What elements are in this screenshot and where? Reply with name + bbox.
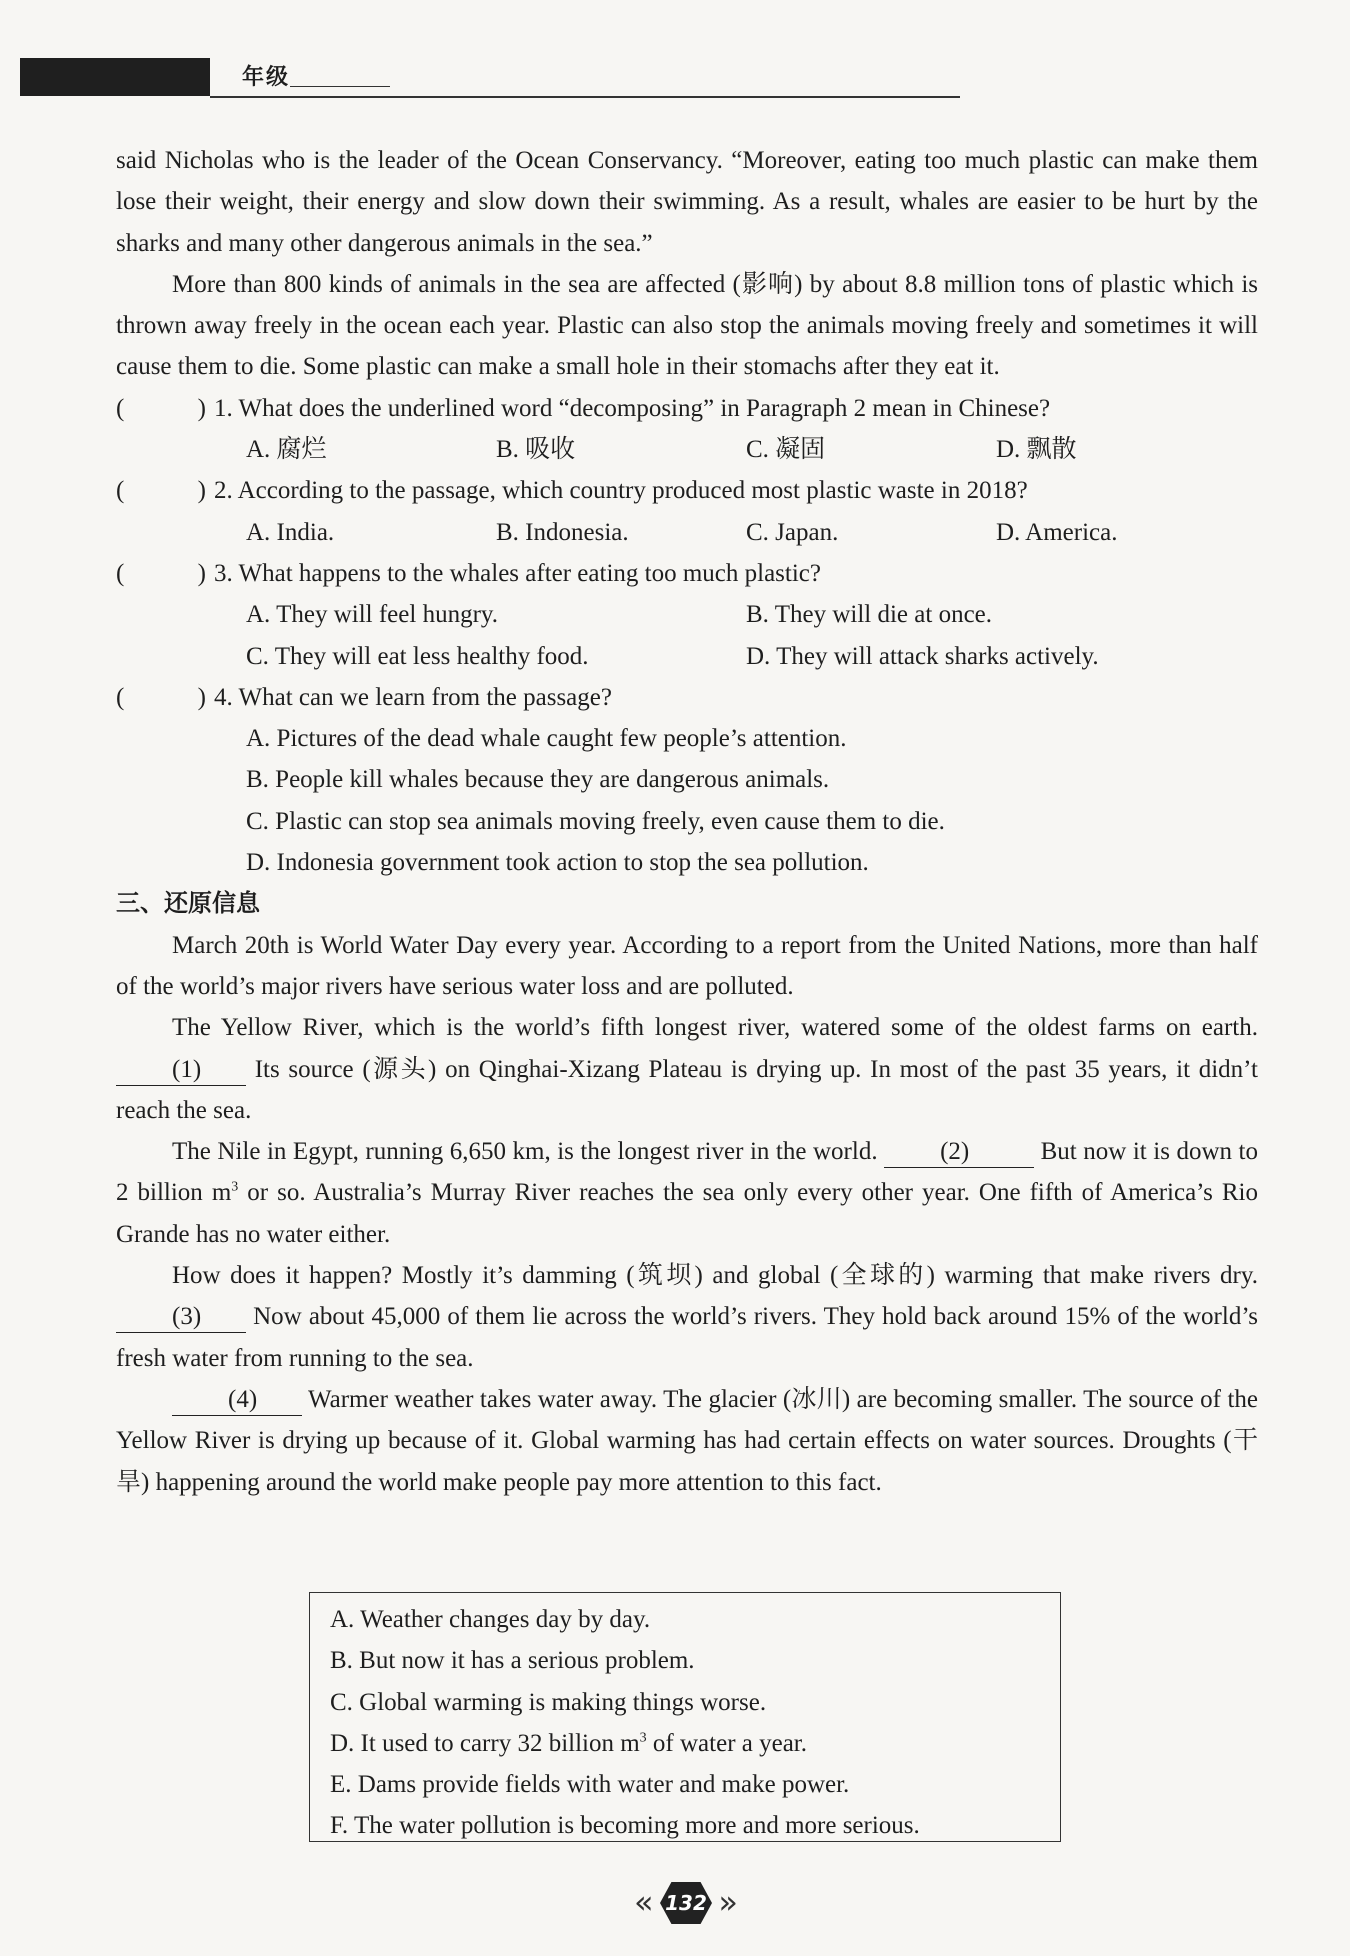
- answer-blank-2[interactable]: (2): [884, 1137, 1034, 1168]
- answer-blank-3[interactable]: (3): [116, 1302, 246, 1333]
- option: D. Indonesia government took action to stop the sea pollution.: [246, 849, 869, 877]
- question-2-options: [246, 512, 1258, 553]
- answer-paren[interactable]: ( ): [116, 394, 206, 422]
- box-option-c: C. Global warming is making things worse.: [330, 1688, 767, 1716]
- question-1: [116, 388, 1258, 429]
- section3-paragraph-4: How does it happen? Mostly it’s damming (筑坝) and global (全球的) warming that make rivers dry. (3) Now about 45,000 of them lie across the world’s rivers. They hold back around 15% of the world’s fresh water from running to the sea.: [116, 1262, 1258, 1372]
- passage-paragraph-1: said Nicholas who is the leader of the Ocean Conservancy. “Moreover, eating too much plastic can make them lose their weight, their energy and slow down their swimming. As a result, whales are easier to be hurt by the sharks and many other dangerous animals in the sea.”: [116, 147, 1258, 257]
- question-stem: 4. What can we learn from the passage?: [214, 683, 612, 711]
- grade-label: 年级: [242, 65, 291, 90]
- question-stem: 2. According to the passage, which country produced most plastic waste in 2018?: [214, 477, 1028, 505]
- page-number-badge: [634, 1880, 738, 1926]
- section3-paragraph-5: (4) Warmer weather takes water away. The glacier (冰川) are becoming smaller. The source of the Yellow River is drying up because of it. Global warming has had certain effects on water sources. Droughts (干旱) happening around the world make people pay more attention to this fact.: [116, 1385, 1258, 1496]
- answer-paren[interactable]: ( ): [116, 683, 206, 711]
- option: C. They will eat less healthy food.: [246, 642, 589, 670]
- answer-paren[interactable]: ( ): [116, 477, 206, 505]
- answer-blank-1[interactable]: (1): [116, 1055, 246, 1086]
- option: B. People kill whales because they are dangerous animals.: [246, 766, 830, 794]
- option: B. Indonesia.: [496, 518, 629, 546]
- question-3-options-row-1: [246, 594, 1258, 635]
- double-chevron-right-icon: »: [718, 1883, 738, 1921]
- option: B. 吸收: [496, 436, 576, 464]
- option: C. Japan.: [746, 518, 839, 546]
- box-option-e: E. Dams provide fields with water and make power.: [330, 1771, 850, 1799]
- question-stem: 3. What happens to the whales after eating too much plastic?: [214, 559, 821, 587]
- box-option-f: F. The water pollution is becoming more and more serious.: [330, 1812, 920, 1840]
- option: D. 飘散: [996, 436, 1077, 464]
- option: A. India.: [246, 518, 335, 546]
- question-3: [116, 553, 1258, 594]
- answer-paren[interactable]: ( ): [116, 559, 206, 587]
- option: C. 凝固: [746, 436, 826, 464]
- section-title: 三、还原信息: [116, 889, 260, 918]
- header-bar: [20, 58, 210, 96]
- double-chevron-left-icon: «: [634, 1883, 654, 1921]
- option: A. Pictures of the dead whale caught few people’s attention.: [246, 725, 847, 753]
- page-header: [20, 58, 960, 98]
- option: D. They will attack sharks actively.: [746, 642, 1099, 670]
- box-option-b: B. But now it has a serious problem.: [330, 1647, 695, 1675]
- question-1-options: [246, 429, 1258, 470]
- passage-paragraph-2: More than 800 kinds of animals in the sea are affected (影响) by about 8.8 million tons of plastic which is thrown away freely in the ocean each year. Plastic can also stop the animals moving freely and sometimes it will cause them to die. Some plastic can make a small hole in their stomachs after they eat it.: [116, 270, 1258, 381]
- page-number: 132: [665, 1891, 707, 1915]
- option: C. Plastic can stop sea animals moving freely, even cause them to die.: [246, 807, 945, 835]
- option: A. 腐烂: [246, 436, 327, 464]
- question-2: [116, 470, 1258, 511]
- question-4: [116, 677, 1258, 718]
- options-box: [309, 1592, 1061, 1842]
- option: A. They will feel hungry.: [246, 601, 499, 629]
- section3-paragraph-3: The Nile in Egypt, running 6,650 km, is the longest river in the world. (2) But now it is down to 2 billion $m^3$ or so. Australia’s Murray River reaches the sea only every other year. One fifth of America’s Rio Grande has no water either.: [116, 1138, 1259, 1248]
- option: B. They will die at once.: [746, 601, 993, 629]
- header-rule: [210, 96, 960, 98]
- option: D. America.: [996, 518, 1118, 546]
- question-stem: 1. What does the underlined word “decomposing” in Paragraph 2 mean in Chinese?: [214, 394, 1051, 422]
- page-content: [116, 140, 1258, 1503]
- box-option-a: A. Weather changes day by day.: [330, 1606, 651, 1633]
- section3-paragraph-1: March 20th is World Water Day every year. According to a report from the United Nations, more than half of the world’s major rivers have serious water loss and are polluted.: [116, 931, 1258, 1000]
- box-option-d: D. It used to carry 32 billion $m^3$ of water a year.: [330, 1729, 807, 1757]
- question-3-options-row-2: [246, 636, 1258, 677]
- grade-blank[interactable]: [290, 86, 390, 87]
- section3-paragraph-2: The Yellow River, which is the world’s fifth longest river, watered some of the oldest farms on earth. (1) Its source (源头) on Qinghai-Xizang Plateau is drying up. In most of the past 35 years, it didn’t reach the sea.: [116, 1014, 1258, 1124]
- answer-blank-4[interactable]: (4): [172, 1385, 302, 1416]
